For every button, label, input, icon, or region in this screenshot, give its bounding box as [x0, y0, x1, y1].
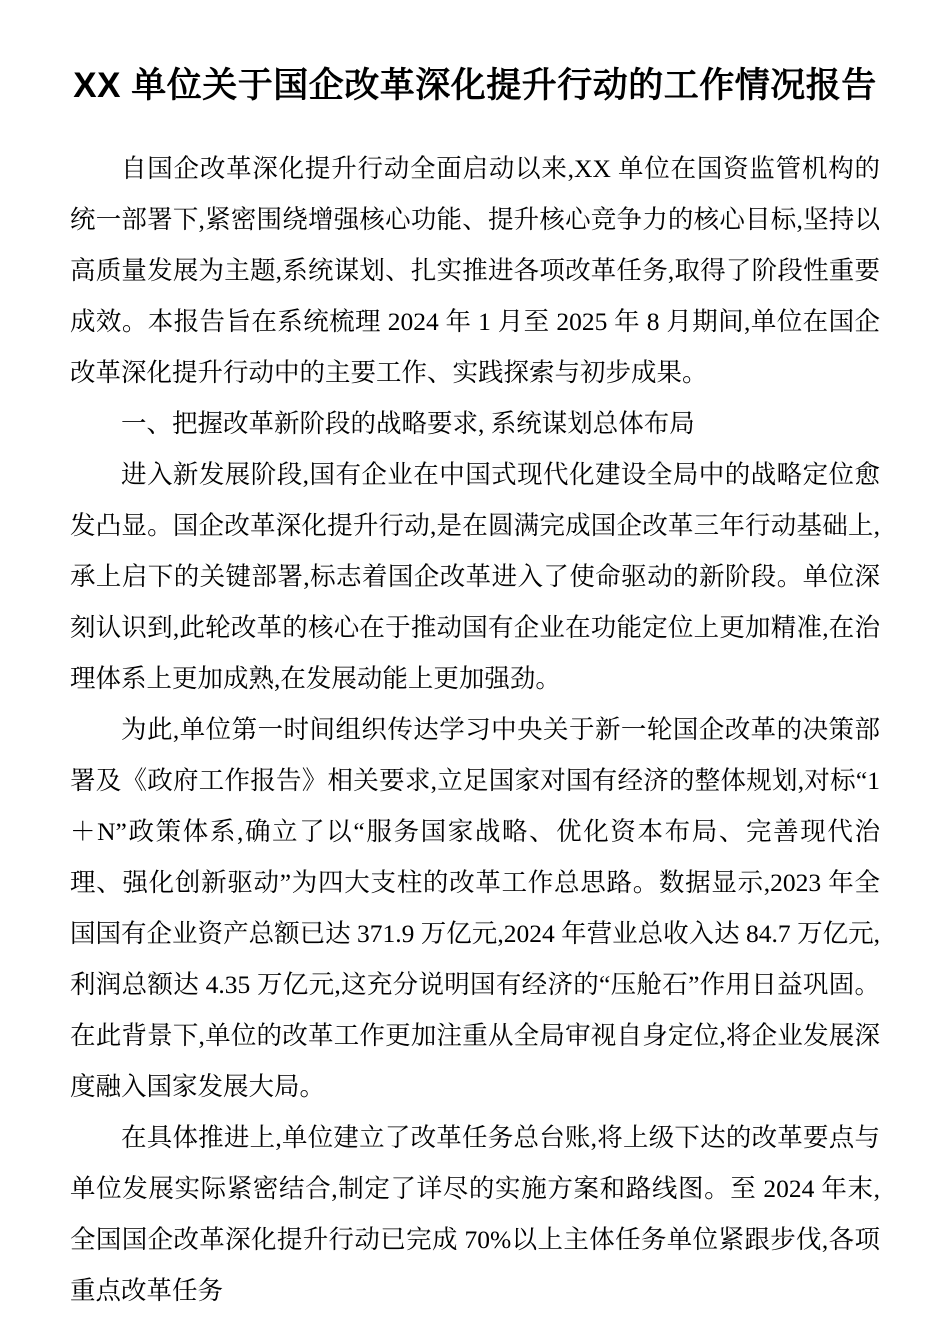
paragraph-policy: 为此,单位第一时间组织传达学习中央关于新一轮国企改革的决策部署及《政府工作报告》相关要求,立足国家对国有经济的整体规划,对标“1＋N”政策体系,确立了以“服务国家战略、优化资本布局、完善现代治理、强化创新驱动”为四大支柱的改革工作总思路。数据显示,2023 年全国国有企业资产总额已达 371.9 万亿元,2024 年营业总收入达 84.7 万亿元,利润总额达 4.35 万亿元,这充分说明国有经济的“压舱石”作用日益巩固。在此背景下,单位的改革工作更加注重从全局审视自身定位,将企业发展深度融入国家发展大局。: [70, 715, 880, 1102]
paragraph-intro: 自国企改革深化提升行动全面启动以来,XX 单位在国资监管机构的统一部署下,紧密围绕增强核心功能、提升核心竞争力的核心目标,坚持以高质量发展为主题,系统谋划、扎实推进各项改革任务,取得了阶段性重要成效。本报告旨在系统梳理 2024 年 1 月至 2025 年 8 月期间,单位在国企改革深化提升行动中的主要工作、实践探索与初步成果。: [70, 154, 880, 388]
paragraph-implementation: 在具体推进上,单位建立了改革任务总台账,将上级下达的改革要点与单位发展实际紧密结合,制定了详尽的实施方案和路线图。至 2024 年末,全国国企改革深化提升行动已完成 70%以上主体任务单位紧跟步伐,各项重点改革任务: [70, 1123, 880, 1306]
paragraph-strategy: 进入新发展阶段,国有企业在中国式现代化建设全局中的战略定位愈发凸显。国企改革深化提升行动,是在圆满完成国企改革三年行动基础上,承上启下的关键部署,标志着国企改革进入了使命驱动的新阶段。单位深刻认识到,此轮改革的核心在于推动国有企业在功能定位上更加精准,在治理体系上更加成熟,在发展动能上更加强劲。: [70, 460, 880, 694]
page-title: XX 单位关于国企改革深化提升行动的工作情况报告: [73, 66, 877, 105]
section-heading-1: 一、把握改革新阶段的战略要求, 系统谋划总体布局: [121, 409, 695, 439]
